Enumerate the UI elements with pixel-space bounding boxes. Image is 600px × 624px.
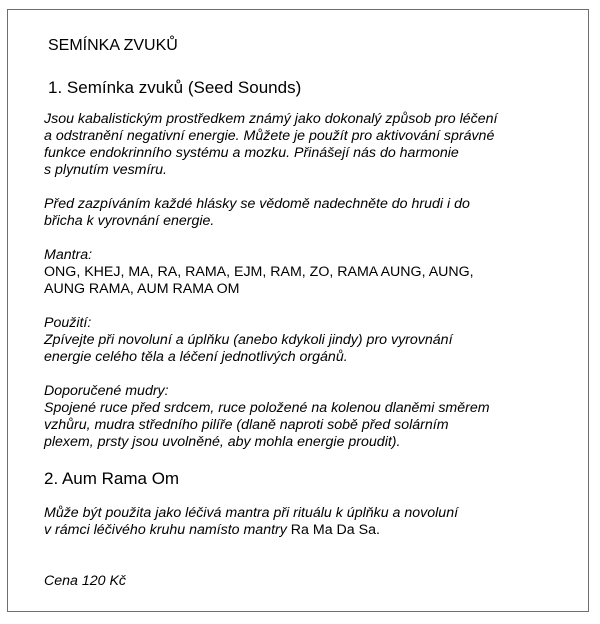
section-2-text xyxy=(44,505,458,539)
text-line: funkce endokrinního systému a mozku. Přinášejí nás do harmonie xyxy=(44,145,459,161)
text-line: Před zazpíváním každé hlásky se vědomě nadechněte do hrudi i do xyxy=(44,196,470,212)
section-2-heading: 2. Aum Rama Om xyxy=(44,469,180,488)
breathing-instruction xyxy=(44,196,470,230)
mudras-label: Doporučené mudry: xyxy=(44,383,169,399)
text-line: a odstranění negativní energie. Můžete je použít pro aktivování správné xyxy=(44,128,495,144)
usage-label: Použití: xyxy=(44,315,92,331)
mantra-line: AUNG RAMA, AUM RAMA OM xyxy=(44,281,240,297)
text-line: s plynutím vesmíru. xyxy=(44,162,167,178)
mudras-block xyxy=(44,383,490,451)
text-line: energie celého těla a léčení jednotlivých orgánů. xyxy=(44,349,348,365)
section-1-heading: 1. Semínka zvuků (Seed Sounds) xyxy=(48,78,302,97)
price: Cena 120 Kč xyxy=(44,573,127,589)
text-line: Zpívejte při novoluní a úplňku (anebo kdykoli jindy) pro vyrovnání xyxy=(44,332,453,348)
text-line: Spojené ruce před srdcem, ruce položené na kolenou dlaněmi směrem xyxy=(44,400,490,416)
usage-block xyxy=(44,315,453,366)
mantra-block xyxy=(44,247,474,298)
text-line xyxy=(44,522,458,539)
text-line: vzhůru, mudra středního pilíře (dlaně naproti sobě před solárním xyxy=(44,417,449,433)
text-line: plexem, prsty jsou uvolněné, aby mohla energie proudit). xyxy=(44,434,401,450)
text-line: Může být použita jako léčivá mantra při rituálu k úplňku a novoluní xyxy=(44,505,459,521)
mantra-name: Ra Ma Da Sa. xyxy=(290,522,380,538)
text-line: Jsou kabalistickým prostředkem známý jako dokonalý způsob pro léčení xyxy=(44,111,498,127)
text-line: břicha k vyrovnání energie. xyxy=(44,213,215,229)
mantra-line: ONG, KHEJ, MA, RA, RAMA, EJM, RAM, ZO, RAMA AUNG, AUNG, xyxy=(44,264,474,280)
section-1-intro xyxy=(44,111,497,179)
text-line-prefix: v rámci léčivého kruhu namísto mantry xyxy=(44,522,291,538)
mantra-label: Mantra: xyxy=(44,247,93,263)
document-title: SEMÍNKA ZVUKŮ xyxy=(48,37,178,54)
